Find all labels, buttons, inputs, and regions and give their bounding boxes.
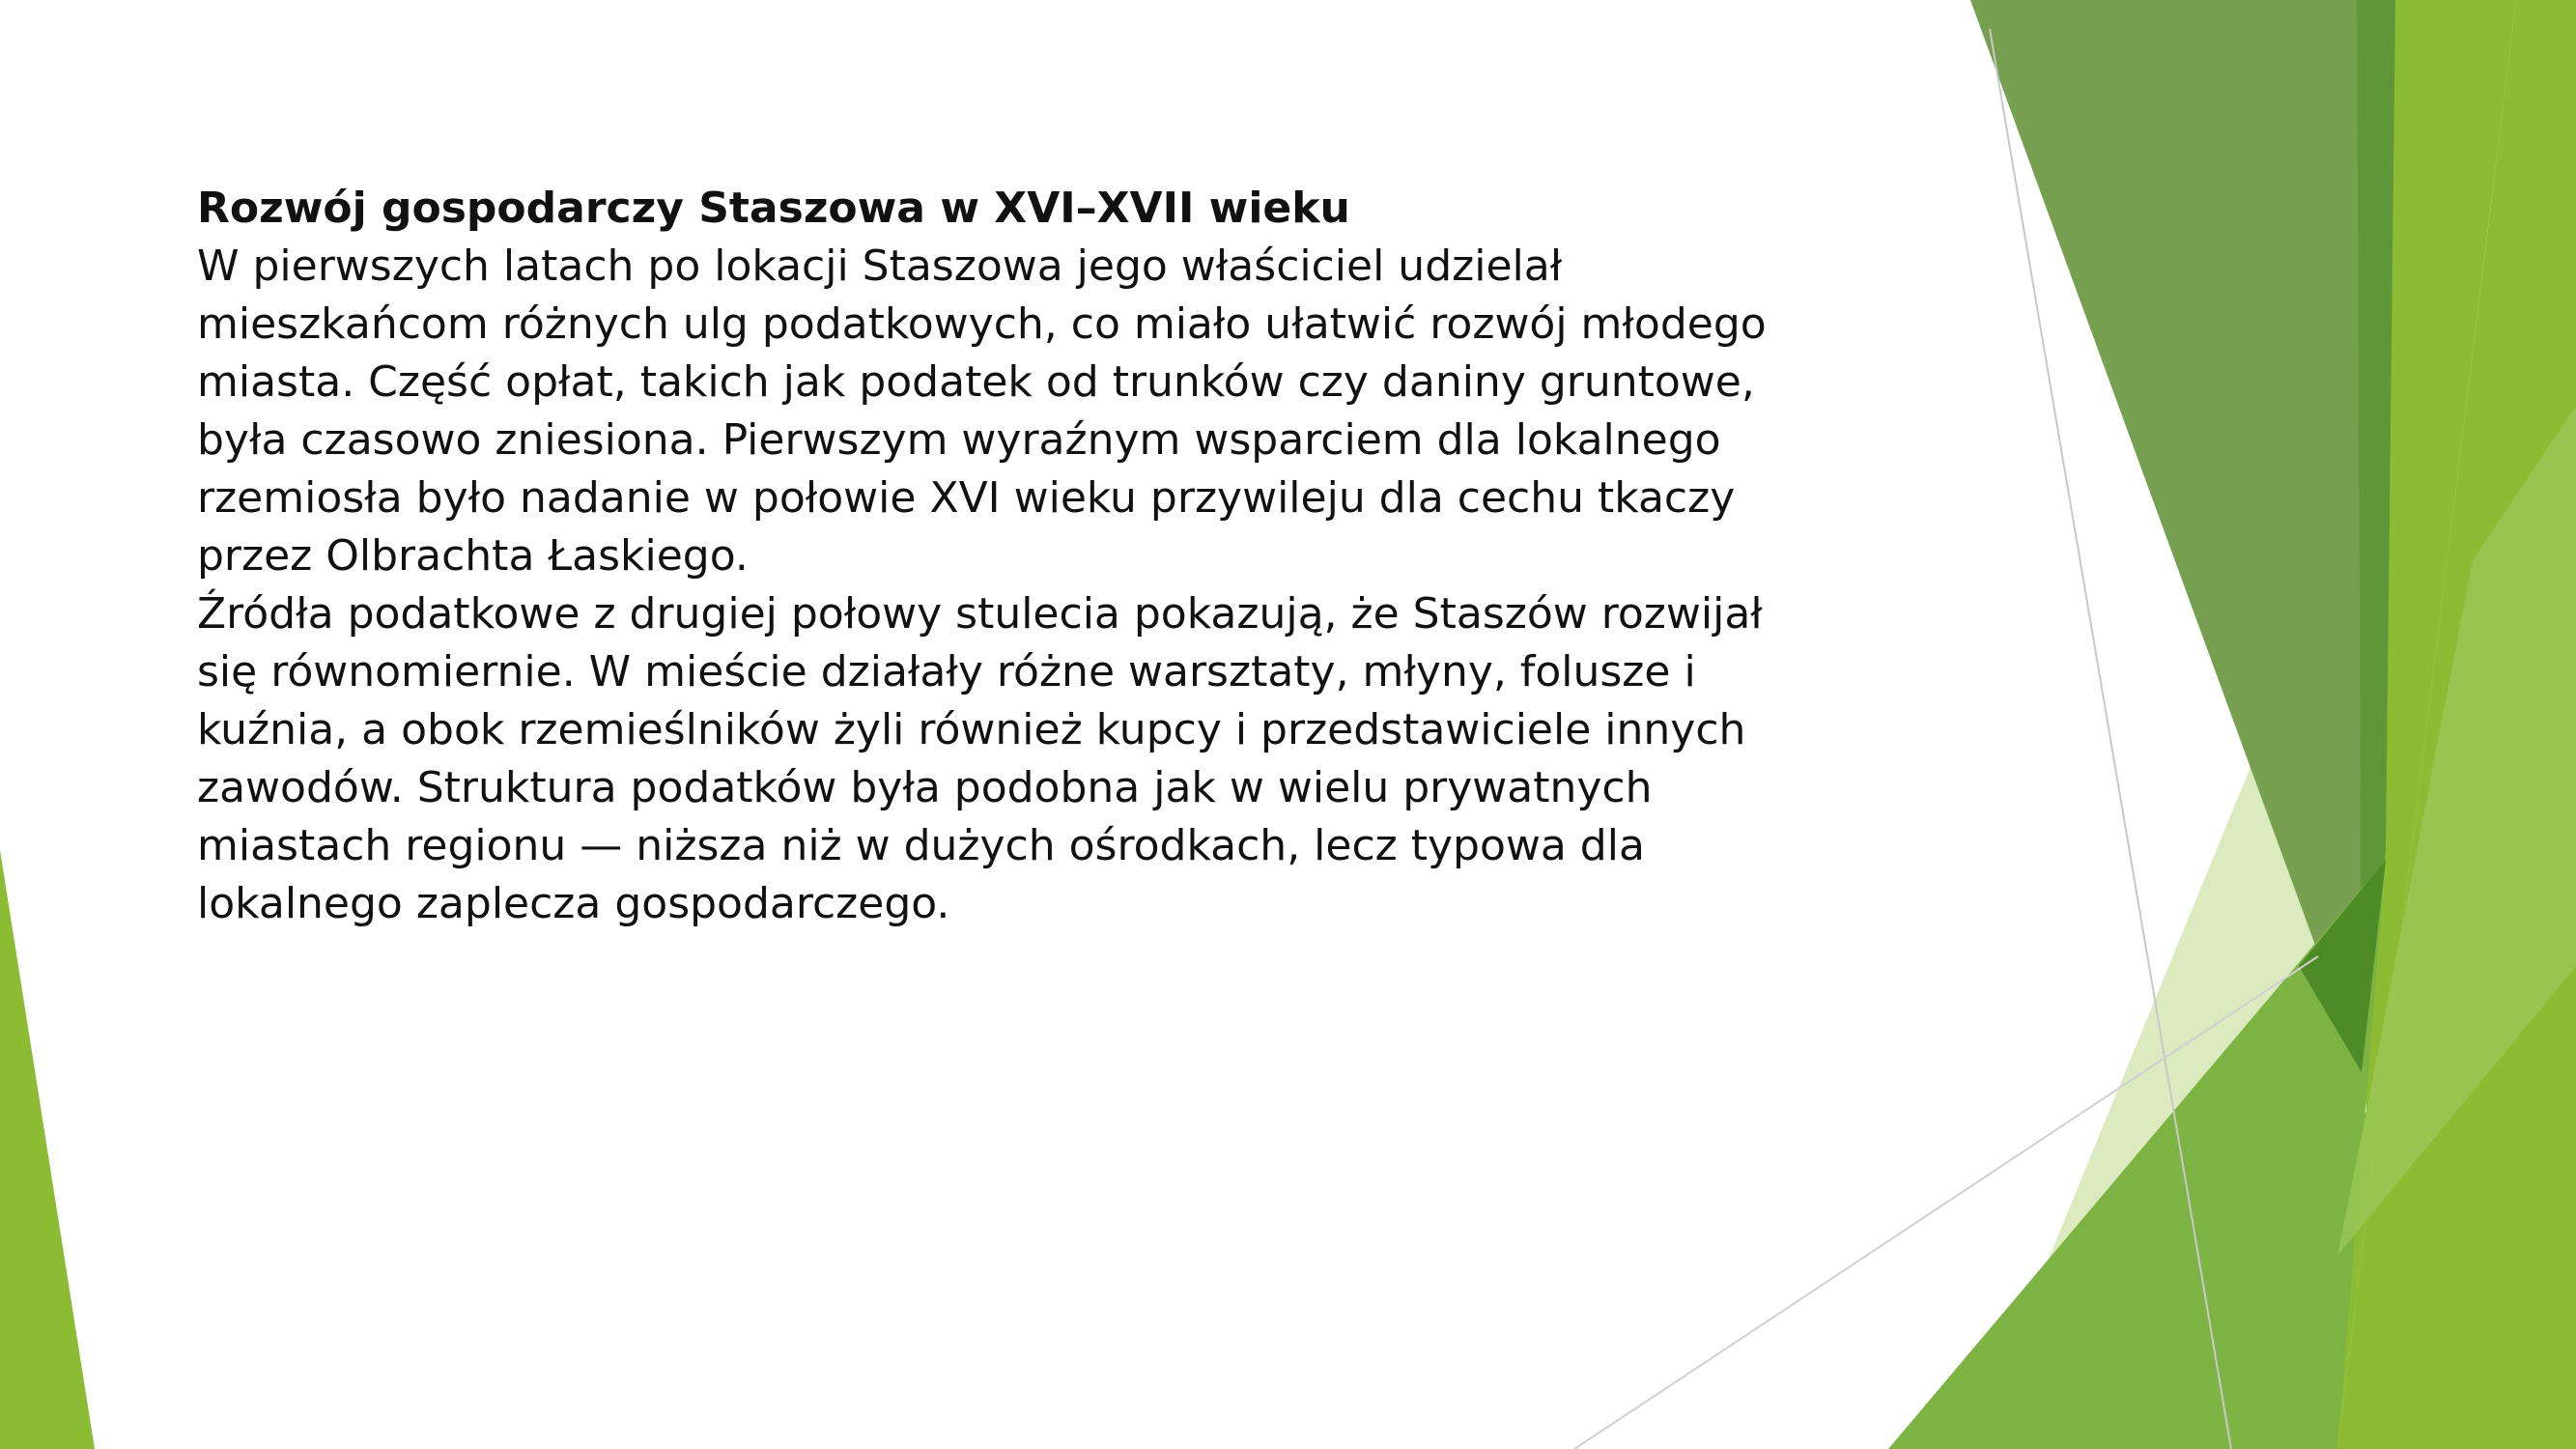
paragraph-2: Źródła podatkowe z drugiej połowy stulecia pokazują, że Staszów rozwijał się równomiernie. W mieście działały różne warsztaty, młyny, folusze i kuźnia, a obok rzemieślników żyli również kupcy i przedstawiciele innych zawodów. Struktura podatków była podobna jak w wielu prywatnych miastach regionu — niższa niż w dużych ośrodkach, lecz typowa dla lokalnego zaplecza gospodarczego. — [197, 589, 1763, 928]
content-text-block — [197, 180, 1820, 933]
olive-green-triangle — [1970, 0, 2362, 1072]
paragraph-1: W pierwszych latach po lokacji Staszowa jego właściciel udzielał mieszkańcom różnych ulg podatkowych, co miało ułatwić rozwój młodego miasta. Część opłat, takich jak podatek od trunków czy daniny gruntowe, była czasowo zniesiona. Pierwszym wyraźnym wsparciem dla lokalnego rzemiosła było nadanie w połowie XVI wieku przywileju dla cechu tkaczy przez Olbrachta Łaskiego. — [197, 242, 1767, 581]
left-green-sliver — [0, 850, 95, 1449]
mid-green-lower — [1888, 860, 2386, 1449]
slide-heading: Rozwój gospodarczy Staszowa w XVI–XVII wieku — [197, 184, 1350, 233]
